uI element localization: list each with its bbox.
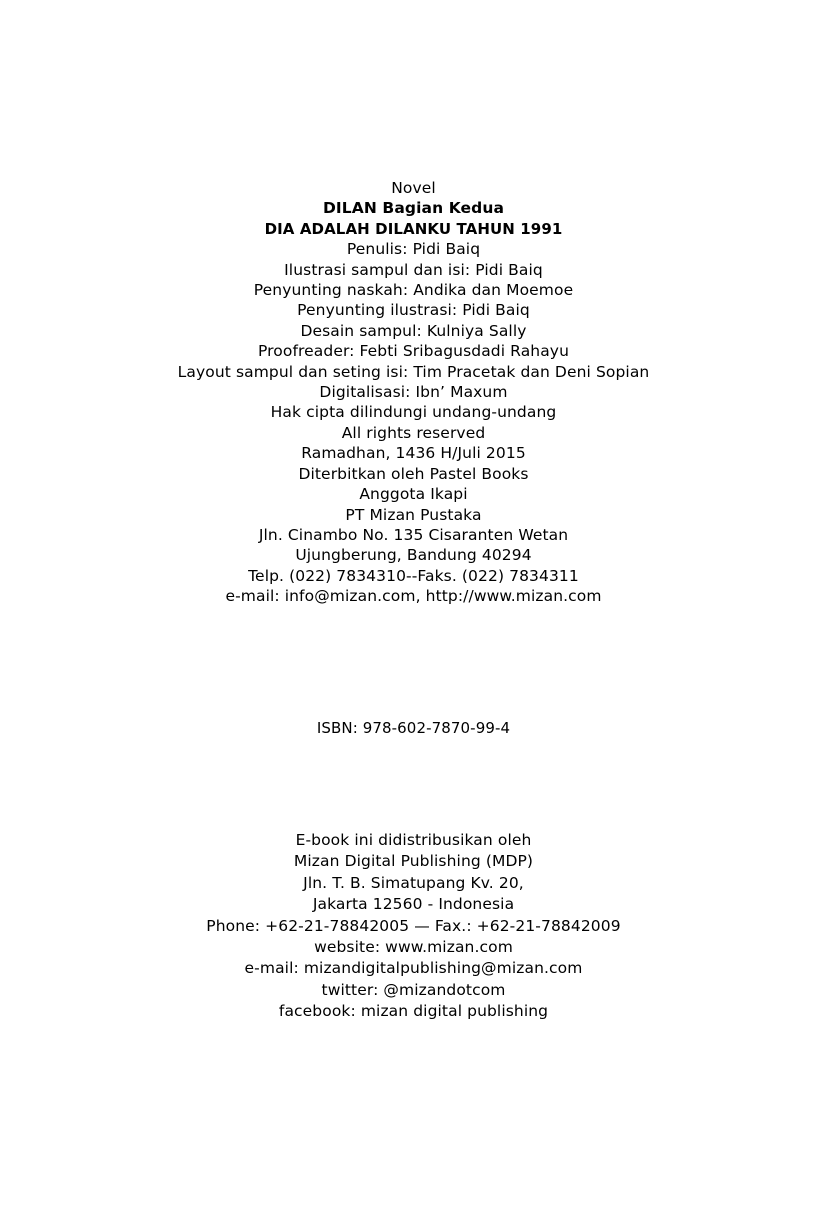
colophon-line: Diterbitkan oleh Pastel Books xyxy=(298,464,529,483)
distributor-line: E-book ini didistribusikan oleh xyxy=(295,831,532,849)
colophon-line: Penulis: Pidi Baiq xyxy=(346,240,481,259)
colophon-line: Telp. (022) 7834310--Faks. (022) 7834311 xyxy=(248,566,579,585)
isbn-block xyxy=(0,718,827,738)
colophon-line: Hak cipta dilindungi undang-undang xyxy=(270,403,557,422)
distributor-line: Mizan Digital Publishing (MDP) xyxy=(293,852,534,871)
colophon-line: DIA ADALAH DILANKU TAHUN 1991 xyxy=(264,219,563,238)
distributor-line: website: www.mizan.com xyxy=(314,938,513,957)
colophon-line: Penyunting naskah: Andika dan Moemoe xyxy=(253,281,574,300)
colophon-line: Digitalisasi: Ibn’ Maxum xyxy=(319,383,508,402)
colophon-line: PT Mizan Pustaka xyxy=(345,505,482,524)
colophon-line: DILAN Bagian Kedua xyxy=(322,199,505,218)
distributor-line: Jln. T. B. Simatupang Kv. 20, xyxy=(303,873,524,892)
distributor-line: facebook: mizan digital publishing xyxy=(278,1002,549,1021)
distributor-line: e-mail: mizandigitalpublishing@mizan.com xyxy=(244,959,583,978)
colophon-line: Ujungberung, Bandung 40294 xyxy=(295,546,532,565)
colophon-block xyxy=(0,178,827,607)
distributor-line: twitter: @mizandotcom xyxy=(321,980,506,999)
colophon-line: All rights reserved xyxy=(341,423,486,442)
colophon-line: Novel xyxy=(391,179,436,197)
colophon-line: Desain sampul: Kulniya Sally xyxy=(300,321,527,340)
distributor-line: Phone: +62-21-78842005 — Fax.: +62-21-78842009 xyxy=(206,916,621,935)
distributor-block xyxy=(0,830,827,1023)
colophon-line: Ilustrasi sampul dan isi: Pidi Baiq xyxy=(284,260,543,279)
colophon-line: Proofreader: Febti Sribagusdadi Rahayu xyxy=(257,342,570,361)
colophon-line: Anggota Ikapi xyxy=(359,485,468,504)
colophon-line: Layout sampul dan seting isi: Tim Pracetak dan Deni Sopian xyxy=(177,362,650,381)
isbn-text: ISBN: 978-602-7870-99-4 xyxy=(316,719,511,737)
colophon-line: Ramadhan, 1436 H/Juli 2015 xyxy=(301,444,526,463)
colophon-line: Penyunting ilustrasi: Pidi Baiq xyxy=(297,301,530,320)
colophon-line: Jln. Cinambo No. 135 Cisaranten Wetan xyxy=(258,525,569,544)
colophon-line: e-mail: info@mizan.com, http://www.mizan.com xyxy=(225,587,602,606)
distributor-line: Jakarta 12560 - Indonesia xyxy=(312,895,515,914)
